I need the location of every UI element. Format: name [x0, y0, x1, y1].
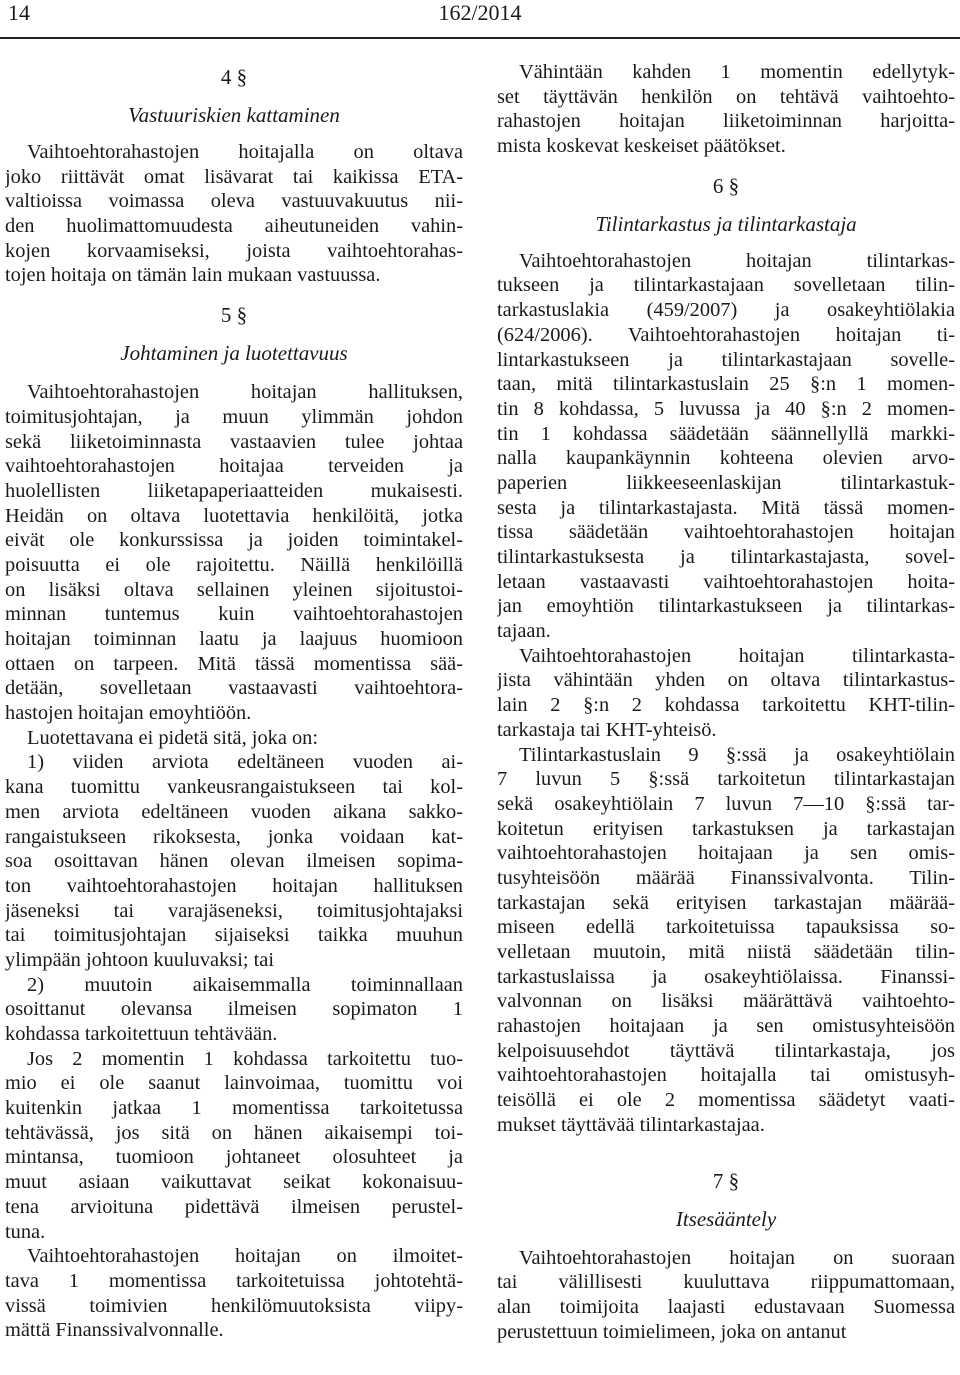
- section-7-title: Itsesääntely: [675, 1206, 777, 1231]
- text-line: tarkastuslaissa ja osakeyhtiölaissa. Finanssi-: [497, 965, 955, 988]
- text-line: men arviota edeltäneen vuoden aikana sakko-: [5, 800, 463, 823]
- text-line: Vaihtoehtorahastojen hoitajan hallituksen,: [27, 381, 463, 404]
- left-column: [5, 60, 463, 1343]
- text-line: tarkastaja tai KHT-yhteisö.: [497, 718, 717, 741]
- text-line: mista koskevat keskeiset päätökset.: [497, 135, 786, 158]
- text-line: teisöllä ei ole 2 momentissa säädetyt vaati-: [497, 1089, 955, 1112]
- text-line: kohdassa tarkoitettuun tehtävään.: [5, 1023, 278, 1045]
- section-6-paragraph-1: [497, 249, 955, 644]
- text-line: detään, sovelletaan vastaavasti vaihtoehtora-: [5, 677, 463, 700]
- text-line: 2) muutoin aikaisemmalla toiminnallaan: [27, 973, 463, 996]
- section-5-paragraph-3: [5, 1047, 463, 1245]
- text-line: Luotettavana ei pidetä sitä, joka on:: [27, 726, 319, 749]
- section-5-paragraph-1: [5, 380, 463, 726]
- section-6-paragraph-3: [497, 743, 955, 1138]
- text-line: tehtävässä, jos sitä on hänen aikaisempi toi-: [5, 1121, 463, 1144]
- text-line: minnan tuntemus kuin vaihtoehtorahastojen: [5, 603, 463, 626]
- section-6-number: 6 §: [712, 173, 740, 198]
- section-7-number: 7 §: [712, 1168, 740, 1193]
- text-line: ylimpään johtoon kuuluvaksi; tai: [5, 948, 275, 971]
- text-line: mukset täyttävää tilintarkastajaa.: [497, 1113, 765, 1136]
- section-7-paragraph-1: [497, 1246, 955, 1345]
- text-line: tusyhteisöön määrää Finanssivalvonta. Tilin-: [497, 866, 955, 889]
- section-5-item-2: [5, 973, 463, 1047]
- text-line: koitetun erityisen tarkastuksen ja tarkastajan: [497, 817, 955, 840]
- text-line: kana tuomittu vankeusrangaistukseen tai kol-: [5, 776, 463, 799]
- text-line: tojen hoitaja on tämän lain mukaan vastuussa.: [5, 264, 381, 287]
- text-line: tava 1 momentissa tarkoitetuissa johtotehtä-: [5, 1269, 463, 1292]
- text-line: toimitusjohtajan, ja muun ylimmän johdon: [5, 405, 463, 428]
- text-line: tarkastuslakia (459/2007) ja osakeyhtiölakia: [497, 299, 955, 322]
- text-line: rahastojen hoitajaan ja sen omistusyhteisöön: [497, 1015, 955, 1038]
- text-line: vaihtoehtorahastojen hoitajaa terveiden ja: [5, 455, 463, 478]
- text-line: tarkastajan sekä erityisen tarkastajan määrää-: [497, 891, 955, 914]
- text-line: Vaihtoehtorahastojen hoitajan on ilmoitet-: [27, 1245, 463, 1268]
- text-line: poisuutta ei ole rajoitettu. Näillä henkilöillä: [5, 553, 463, 576]
- text-line: tai välillisesti kuuluttava riippumattomaan,: [497, 1271, 955, 1294]
- section-4-title: Vastuuriskien kattaminen: [128, 103, 340, 127]
- right-paragraph-0: [497, 60, 955, 159]
- text-line: perustettuun toimielimeen, joka on antanut: [497, 1320, 847, 1343]
- section-4-number: 4 §: [220, 65, 248, 89]
- text-line: kelpoisuusehdot täyttävä tilintarkastaja, jos: [497, 1039, 955, 1062]
- text-line: sekä osakeyhtiölain 7 luvun 7—10 §:ssä tar-: [497, 792, 955, 815]
- text-line: tuna.: [5, 1220, 46, 1243]
- text-line: kuitenkin jatkaa 1 momentissa tarkoitetussa: [5, 1097, 463, 1120]
- text-line: valtioissa voimassa oleva vastuuvakuutus nii-: [5, 190, 463, 213]
- section-5-item-1: [5, 750, 463, 972]
- text-line: Vaihtoehtorahastojen hoitajan tilintarkas-: [519, 249, 955, 272]
- text-line: (624/2006). Vaihtoehtorahastojen hoitajan ti-: [497, 323, 955, 346]
- text-line: osoittanut olevansa ilmeisen sopimaton 1: [5, 998, 463, 1021]
- text-line: eivät ole konkurssissa ja joiden toimintakel-: [5, 529, 463, 552]
- section-6-paragraph-2: [497, 644, 955, 743]
- text-line: letaan vastaavasti vaihtoehtorahastojen hoita-: [497, 570, 955, 593]
- text-line: Heidän on oltava luotettavia henkilöitä, jotka: [5, 504, 463, 527]
- text-line: sesta ja tilintarkastajasta. Mitä tässä momen-: [497, 496, 955, 519]
- text-line: hastojen hoitajan emoyhtiöön.: [5, 702, 252, 725]
- text-line: Jos 2 momentin 1 kohdassa tarkoitettu tuo-: [27, 1047, 463, 1070]
- text-line: ton vaihtoehtorahastojen hoitajan hallituksen: [5, 874, 463, 897]
- text-line: rahastojen hoitajan liiketoiminnan harjoitta-: [497, 110, 955, 133]
- text-line: lain 2 §:n 2 kohdassa tarkoitettu KHT-tilin-: [497, 694, 955, 717]
- text-line: miseen edellä tarkoitetuissa tapauksissa so-: [497, 916, 955, 939]
- text-line: Vaihtoehtorahastojen hoitajan tilintarkasta-: [519, 644, 955, 667]
- text-line: tissa säädetään vaihtoehtorahastojen hoitajan: [497, 521, 955, 544]
- right-column: [497, 60, 955, 1344]
- section-5-title: Johtaminen ja luotettavuus: [120, 341, 348, 366]
- text-line: velletaan muutoin, mitä niistä säädetään tilin-: [497, 941, 955, 963]
- section-5-paragraph-2: [5, 726, 463, 751]
- issue-number: 162/2014: [438, 0, 522, 25]
- text-line: taan, mitä tilintarkastuslain 25 §:n 1 momen-: [497, 373, 955, 396]
- section-6-title: Tilintarkastus ja tilintarkastaja: [595, 211, 857, 236]
- section-5-number: 5 §: [220, 303, 248, 328]
- text-line: tajaan.: [497, 620, 551, 643]
- text-line: tin 1 kohdassa säädetään säännellyllä markki-: [497, 422, 955, 445]
- text-line: on lisäksi oltava sellainen yleinen sijoitustoi-: [5, 578, 463, 601]
- text-line: mättä Finanssivalvonnalle.: [5, 1319, 224, 1342]
- text-line: tai toimitusjohtajan sijaiseksi taikka muuhun: [5, 924, 463, 947]
- text-line: mio ei ole saanut lainvoimaa, tuomittu voi: [5, 1072, 463, 1095]
- header-rule: [0, 37, 960, 39]
- text-line: Tilintarkastuslain 9 §:ssä ja osakeyhtiölain: [519, 743, 955, 766]
- section-5-paragraph-4: [5, 1244, 463, 1343]
- text-line: vaihtoehtorahastojen hoitajaan ja sen omis-: [497, 842, 955, 865]
- text-line: nalla kaupankäynnin kohteena olevien arvo-: [497, 447, 955, 470]
- text-line: soa osoittavan hänen olevan ilmeisen sopima-: [5, 850, 463, 873]
- text-line: 1) viiden arviota edeltäneen vuoden ai-: [27, 751, 463, 774]
- text-line: Vähintään kahden 1 momentin edellytyk-: [519, 61, 955, 83]
- text-line: tukseen ja tilintarkastajaan sovelletaan tilin-: [497, 274, 955, 297]
- text-line: 7 luvun 5 §:ssä tarkoitetun tilintarkastajan: [497, 768, 955, 791]
- text-line: paperien liikkeeseenlaskijan tilintarkastuk-: [497, 471, 955, 494]
- text-line: tilintarkastuksesta ja tilintarkastajasta, sovel-: [497, 546, 955, 568]
- text-line: joko riittävät omat lisävarat tai kaikissa ETA-: [5, 165, 463, 188]
- text-line: kojen korvaamiseksi, joista vaihtoehtorahas-: [5, 239, 463, 262]
- text-line: vissä toimivien henkilömuutoksista viipy-: [5, 1294, 463, 1317]
- text-line: den huolimattomuudesta aiheutuneiden vahin-: [5, 215, 463, 238]
- text-line: sekä liiketoiminnasta vastaavien tulee johtaa: [5, 430, 463, 453]
- text-line: jäseneksi tai varajäseneksi, toimitusjohtajaksi: [5, 899, 463, 922]
- text-line: jista vähintään yhden on oltava tilintarkastus-: [497, 669, 955, 692]
- text-line: lintarkastukseen ja tilintarkastajaan sovelle-: [497, 348, 955, 371]
- page-number: 14: [8, 0, 30, 25]
- text-line: hoitajan toiminnan laatu ja laajuus huomioon: [5, 628, 463, 650]
- text-line: huolellisten liiketapaperiaatteiden mukaisesti.: [5, 479, 463, 502]
- text-line: set täyttävän henkilön on tehtävä vaihtoehto-: [497, 85, 955, 108]
- text-line: valvonnan on lisäksi määrättävä vaihtoehto-: [497, 990, 955, 1013]
- text-line: ottaen on tarpeen. Mitä tässä momentissa sää-: [5, 652, 463, 675]
- text-line: mintansa, tuomioon johtaneet olosuhteet ja: [5, 1146, 463, 1169]
- text-line: muut asiaan vaikuttavat seikat kokonaisuu-: [5, 1171, 463, 1194]
- page-header: [0, 0, 960, 34]
- text-line: jan emoyhtiön tilintarkastukseen ja tilintarkas-: [497, 595, 955, 618]
- text-line: rangaistukseen rikoksesta, jonka voidaan kat-: [5, 825, 463, 848]
- text-line: vaihtoehtorahastojen hoitajalla tai omistusyh-: [497, 1064, 955, 1087]
- text-line: alan toimijoita laajasti edustavaan Suomessa: [497, 1295, 955, 1318]
- text-line: tin 8 kohdassa, 5 luvussa ja 40 §:n 2 momen-: [497, 397, 955, 420]
- section-4-paragraph: [5, 140, 463, 288]
- text-line: tena arvioituna pidettävä ilmeisen perustel-: [5, 1195, 463, 1218]
- text-line: Vaihtoehtorahastojen hoitajalla on oltava: [27, 141, 463, 163]
- text-line: Vaihtoehtorahastojen hoitajan on suoraan: [519, 1246, 955, 1269]
